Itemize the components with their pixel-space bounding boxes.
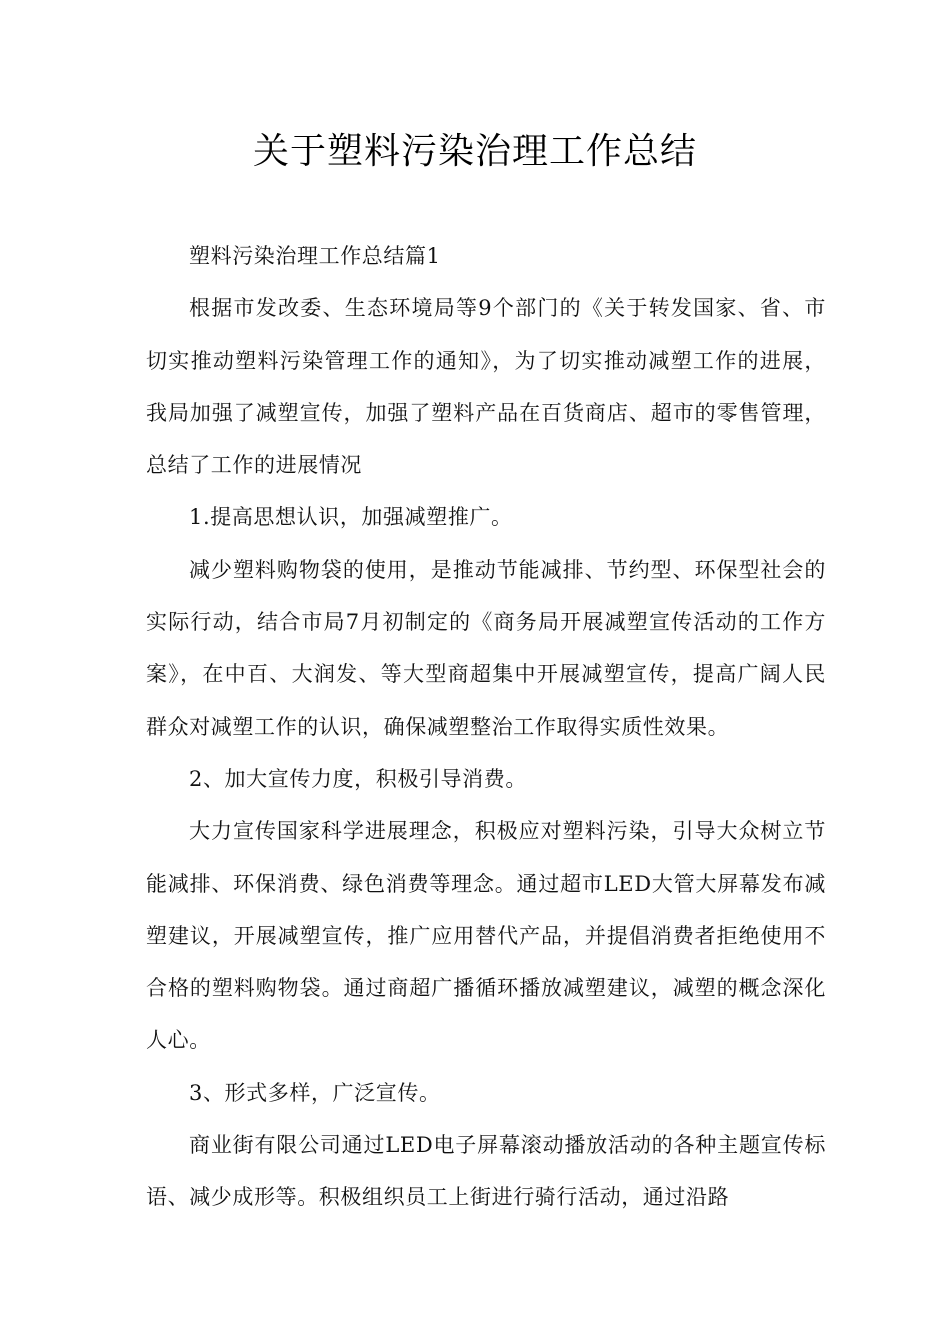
section-heading: 塑料污染治理工作总结篇1 xyxy=(189,244,441,268)
paragraph: 减少塑料购物袋的使用，是推动节能减排、节约型、环保型社会的实际行动，结合市局7月初制定的《商务局开展减塑宣传活动的工作方案》，在中百、大润发、等大型商超集中开展减塑宣传，提高广阔人民群众对减塑工作的认识，确保减塑整治工作取得实质性效果。 xyxy=(146,557,826,739)
item-heading: 3、形式多样，广泛宣传。 xyxy=(189,1080,441,1105)
item-heading: 2、加大宣传力度，积极引导消费。 xyxy=(189,766,527,791)
document-title: 关于塑料污染治理工作总结 xyxy=(252,131,697,172)
paragraph: 根据市发改委、生态环境局等9个部门的《关于转发国家、省、市切实推动塑料污染管理工作的通知》，为了切实推动减塑工作的进展，我局加强了减塑宣传，加强了塑料产品在百货商店、超市的零售管理，总结了工作的进展情况 xyxy=(146,296,826,478)
document-body xyxy=(146,230,826,1224)
paragraph: 商业街有限公司通过LED电子屏幕滚动播放活动的各种主题宣传标语、减少成形等。积极组织员工上街进行骑行活动，通过沿路 xyxy=(146,1133,826,1210)
item-heading: 1.提高思想认识，加强减塑推广。 xyxy=(189,505,513,530)
paragraph: 大力宣传国家科学进展理念，积极应对塑料污染，引导大众树立节能减排、环保消费、绿色消费等理念。通过超市LED大管大屏幕发布减塑建议，开展减塑宣传，推广应用替代产品，并提倡消费者拒绝使用不合格的塑料购物袋。通过商超广播循环播放减塑建议，减塑的概念深化人心。 xyxy=(146,819,826,1053)
